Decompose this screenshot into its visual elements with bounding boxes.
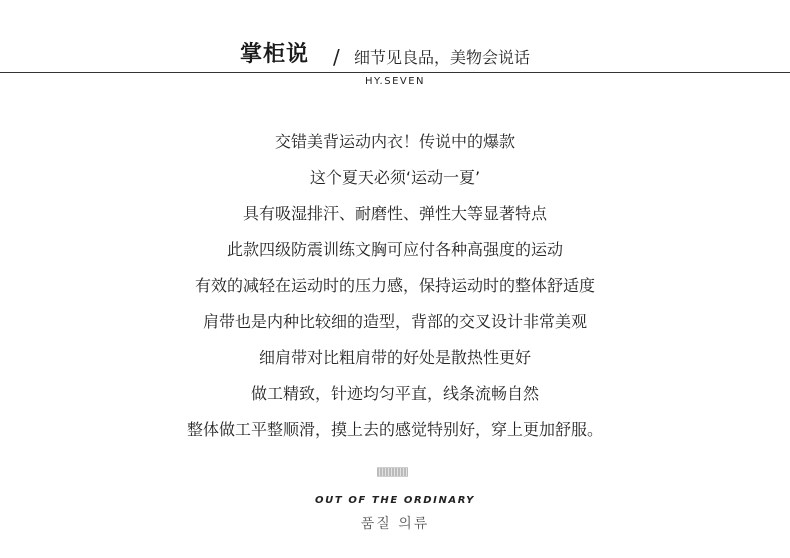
description-line: 肩带也是内种比较细的造型，背部的交叉设计非常美观 xyxy=(202,312,587,331)
description-line: 做工精致，针迹均匀平直，线条流畅自然 xyxy=(250,384,539,403)
page-tagline: 细节见良品，美物会说话 xyxy=(354,48,531,67)
header-divider-line xyxy=(0,72,790,73)
page-title: 掌柜说 xyxy=(240,42,310,67)
title-separator: / xyxy=(333,45,340,69)
description-line: 细肩带对比粗肩带的好处是散热性更好 xyxy=(258,348,531,367)
description-line: 有效的减轻在运动时的压力感，保持运动时的整体舒适度 xyxy=(194,276,595,295)
footer-korean-caption: 품질 의류 xyxy=(360,516,430,532)
description-line: 此款四级防震训练文胸可应付各种高强度的运动 xyxy=(226,240,563,259)
description-line: 交错美背运动内衣！传说中的爆款 xyxy=(274,132,515,151)
description-line: 这个夏天必须‘运动一夏’ xyxy=(309,168,481,187)
description-line: 整体做工平整顺滑，摸上去的感觉特别好，穿上更加舒服。 xyxy=(186,420,603,439)
footer-slogan: OUT OF THE ORDINARY xyxy=(315,495,475,506)
decorative-divider-mark xyxy=(377,467,408,477)
description-line: 具有吸湿排汗、耐磨性、弹性大等显著特点 xyxy=(242,204,547,223)
brand-name: HY.SEVEN xyxy=(364,76,426,87)
description-text-block xyxy=(0,124,790,448)
